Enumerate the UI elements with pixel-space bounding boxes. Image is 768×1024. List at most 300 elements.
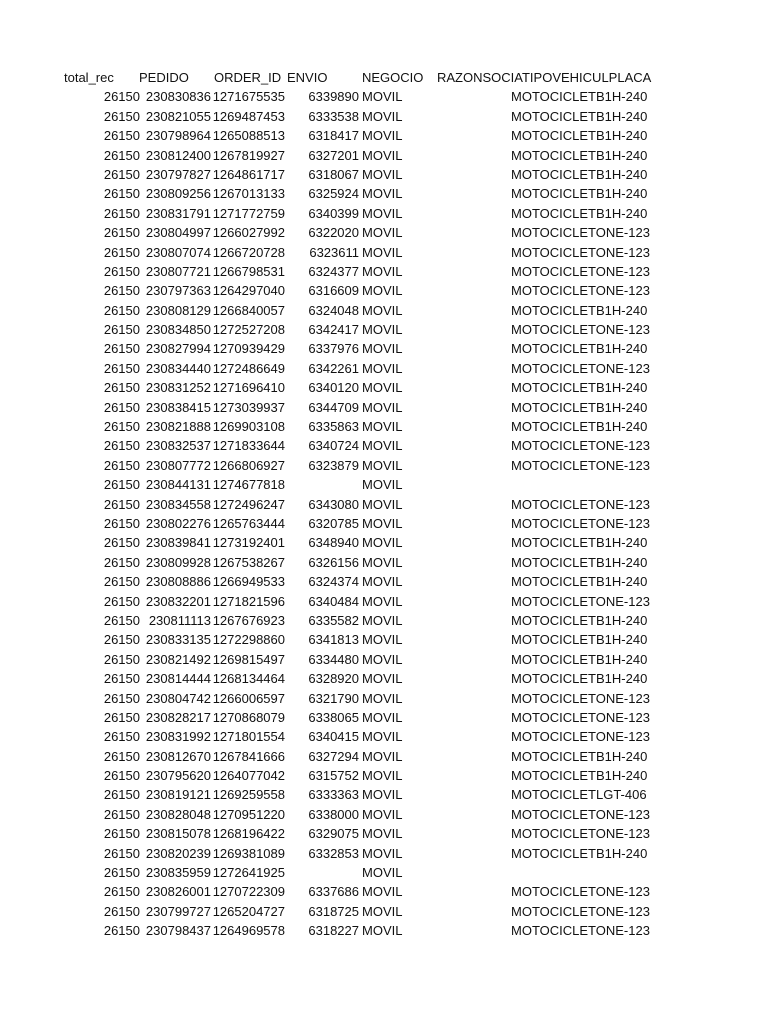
cell-pedido: 230798964 (145, 128, 211, 144)
cell-negocio: MOVIL (362, 399, 403, 415)
cell-envio: 6337976 (308, 341, 359, 357)
table-row (0, 495, 768, 514)
cell-total-rec: 26150 (103, 225, 140, 241)
cell-envio: 6318417 (308, 128, 359, 144)
cell-pedido: 230812670 (145, 748, 211, 764)
cell-negocio: MOVIL (362, 380, 403, 396)
cell-tipo-vehiculo-placa: MOTOCICLETB1H-240 (511, 671, 648, 687)
cell-total-rec: 26150 (103, 535, 140, 551)
cell-total-rec: 26150 (103, 806, 140, 822)
cell-total-rec: 26150 (103, 729, 140, 745)
table-row (0, 514, 768, 533)
cell-pedido: 230828048 (145, 806, 211, 822)
table-row (0, 805, 768, 824)
cell-pedido: 230807074 (145, 244, 211, 260)
cell-envio: 6344709 (308, 399, 359, 415)
table-row (0, 747, 768, 766)
header-pedido: PEDIDO (139, 70, 189, 85)
cell-pedido: 230819121 (145, 787, 211, 803)
cell-tipo-vehiculo-placa: MOTOCICLETB1H-240 (511, 535, 648, 551)
cell-total-rec: 26150 (103, 283, 140, 299)
cell-envio: 6340484 (308, 593, 359, 609)
cell-envio: 6325924 (308, 186, 359, 202)
cell-envio: 6342417 (308, 322, 359, 338)
cell-total-rec: 26150 (103, 768, 140, 784)
cell-pedido: 230820239 (145, 845, 211, 861)
cell-envio: 6339890 (308, 89, 359, 105)
cell-tipo-vehiculo-placa: MOTOCICLETONE-123 (511, 225, 650, 241)
cell-pedido: 230831252 (145, 380, 211, 396)
cell-envio: 6333538 (308, 108, 359, 124)
cell-order-id: 1268196422 (212, 826, 285, 842)
cell-order-id: 1267676923 (212, 612, 285, 628)
cell-order-id: 1274677818 (212, 477, 285, 493)
cell-total-rec: 26150 (103, 128, 140, 144)
cell-tipo-vehiculo-placa: MOTOCICLETB1H-240 (511, 89, 648, 105)
cell-pedido: 230831791 (145, 205, 211, 221)
cell-tipo-vehiculo-placa: MOTOCICLETONE-123 (511, 923, 650, 939)
cell-order-id: 1267013133 (212, 186, 285, 202)
cell-envio: 6328920 (308, 671, 359, 687)
cell-negocio: MOVIL (362, 768, 403, 784)
header-razon-tipo-placa: RAZONSOCIATIPOVEHICULPLACA (437, 70, 652, 85)
table-row (0, 882, 768, 901)
cell-envio: 6318067 (308, 166, 359, 182)
cell-order-id: 1266006597 (212, 690, 285, 706)
cell-order-id: 1271833644 (212, 438, 285, 454)
cell-order-id: 1264297040 (212, 283, 285, 299)
cell-order-id: 1269815497 (212, 651, 285, 667)
cell-total-rec: 26150 (103, 108, 140, 124)
cell-envio: 6335863 (308, 419, 359, 435)
cell-envio: 6343080 (308, 496, 359, 512)
cell-order-id: 1272486649 (212, 360, 285, 376)
cell-tipo-vehiculo-placa: MOTOCICLETB1H-240 (511, 302, 648, 318)
cell-order-id: 1266806927 (212, 457, 285, 473)
cell-tipo-vehiculo-placa: MOTOCICLETONE-123 (511, 806, 650, 822)
cell-negocio: MOVIL (362, 535, 403, 551)
cell-negocio: MOVIL (362, 515, 403, 531)
cell-total-rec: 26150 (103, 826, 140, 842)
cell-tipo-vehiculo-placa: MOTOCICLETB1H-240 (511, 748, 648, 764)
cell-pedido: 230807721 (145, 263, 211, 279)
table-body (0, 87, 768, 940)
cell-order-id: 1270868079 (212, 709, 285, 725)
cell-negocio: MOVIL (362, 128, 403, 144)
cell-envio: 6333363 (308, 787, 359, 803)
cell-negocio: MOVIL (362, 225, 403, 241)
cell-total-rec: 26150 (103, 671, 140, 687)
cell-total-rec: 26150 (103, 477, 140, 493)
cell-tipo-vehiculo-placa: MOTOCICLETB1H-240 (511, 380, 648, 396)
cell-total-rec: 26150 (103, 244, 140, 260)
table-row (0, 204, 768, 223)
cell-tipo-vehiculo-placa: MOTOCICLETONE-123 (511, 360, 650, 376)
table-row (0, 398, 768, 417)
cell-negocio: MOVIL (362, 322, 403, 338)
cell-negocio: MOVIL (362, 438, 403, 454)
cell-tipo-vehiculo-placa: MOTOCICLETB1H-240 (511, 128, 648, 144)
cell-order-id: 1267819927 (212, 147, 285, 163)
cell-order-id: 1269903108 (212, 419, 285, 435)
cell-tipo-vehiculo-placa: MOTOCICLETB1H-240 (511, 399, 648, 415)
cell-negocio: MOVIL (362, 884, 403, 900)
cell-tipo-vehiculo-placa: MOTOCICLETB1H-240 (511, 632, 648, 648)
cell-total-rec: 26150 (103, 438, 140, 454)
cell-tipo-vehiculo-placa: MOTOCICLETONE-123 (511, 903, 650, 919)
cell-envio: 6320785 (308, 515, 359, 531)
cell-order-id: 1266720728 (212, 244, 285, 260)
cell-pedido: 230807772 (145, 457, 211, 473)
header-negocio: NEGOCIO (362, 70, 424, 85)
cell-envio: 6324048 (308, 302, 359, 318)
cell-envio: 6340415 (308, 729, 359, 745)
spreadsheet-table (0, 68, 768, 941)
cell-total-rec: 26150 (103, 923, 140, 939)
cell-tipo-vehiculo-placa: MOTOCICLETB1H-240 (511, 341, 648, 357)
table-row (0, 727, 768, 746)
cell-envio: 6323611 (309, 244, 359, 260)
cell-total-rec: 26150 (103, 147, 140, 163)
cell-pedido: 230826001 (145, 884, 211, 900)
table-row (0, 417, 768, 436)
table-row (0, 611, 768, 630)
cell-order-id: 1271772759 (212, 205, 285, 221)
cell-pedido: 230811113 (148, 612, 211, 628)
cell-tipo-vehiculo-placa: MOTOCICLETLGT-406 (511, 787, 647, 803)
cell-negocio: MOVIL (362, 690, 403, 706)
cell-envio: 6348940 (308, 535, 359, 551)
cell-pedido: 230815078 (145, 826, 211, 842)
table-row (0, 475, 768, 494)
cell-pedido: 230833135 (145, 632, 211, 648)
table-row (0, 243, 768, 262)
cell-order-id: 1269381089 (212, 845, 285, 861)
cell-total-rec: 26150 (103, 360, 140, 376)
cell-tipo-vehiculo-placa: MOTOCICLETONE-123 (511, 283, 650, 299)
cell-order-id: 1269259558 (212, 787, 285, 803)
cell-negocio: MOVIL (362, 923, 403, 939)
cell-envio: 6341813 (308, 632, 359, 648)
cell-pedido: 230835959 (145, 865, 211, 881)
cell-envio: 6334480 (308, 651, 359, 667)
table-row (0, 339, 768, 358)
cell-envio: 6335582 (308, 612, 359, 628)
cell-total-rec: 26150 (103, 263, 140, 279)
table-row (0, 650, 768, 669)
cell-tipo-vehiculo-placa: MOTOCICLETONE-123 (511, 690, 650, 706)
header-total-rec: total_rec (64, 70, 114, 85)
cell-total-rec: 26150 (103, 612, 140, 628)
cell-envio: 6338065 (308, 709, 359, 725)
table-row (0, 456, 768, 475)
cell-tipo-vehiculo-placa: MOTOCICLETONE-123 (511, 496, 650, 512)
cell-pedido: 230839841 (145, 535, 211, 551)
cell-order-id: 1265204727 (212, 903, 285, 919)
cell-total-rec: 26150 (103, 457, 140, 473)
cell-total-rec: 26150 (103, 709, 140, 725)
cell-negocio: MOVIL (362, 709, 403, 725)
cell-envio: 6324374 (308, 574, 359, 590)
cell-order-id: 1271801554 (212, 729, 285, 745)
header-row (0, 68, 768, 87)
cell-order-id: 1264861717 (212, 166, 285, 182)
cell-negocio: MOVIL (362, 477, 403, 493)
table-row (0, 902, 768, 921)
cell-tipo-vehiculo-placa: MOTOCICLETB1H-240 (511, 205, 648, 221)
cell-total-rec: 26150 (103, 884, 140, 900)
cell-envio: 6338000 (308, 806, 359, 822)
table-row (0, 766, 768, 785)
cell-total-rec: 26150 (103, 380, 140, 396)
cell-negocio: MOVIL (362, 787, 403, 803)
table-row (0, 184, 768, 203)
table-row (0, 785, 768, 804)
cell-order-id: 1273039937 (212, 399, 285, 415)
table-row (0, 301, 768, 320)
table-row (0, 223, 768, 242)
cell-tipo-vehiculo-placa: MOTOCICLETONE-123 (511, 263, 650, 279)
cell-total-rec: 26150 (103, 865, 140, 881)
table-row (0, 669, 768, 688)
cell-total-rec: 26150 (103, 322, 140, 338)
cell-negocio: MOVIL (362, 574, 403, 590)
cell-negocio: MOVIL (362, 263, 403, 279)
cell-tipo-vehiculo-placa: MOTOCICLETB1H-240 (511, 845, 648, 861)
cell-total-rec: 26150 (103, 186, 140, 202)
cell-tipo-vehiculo-placa: MOTOCICLETONE-123 (511, 593, 650, 609)
cell-negocio: MOVIL (362, 496, 403, 512)
cell-order-id: 1264077042 (212, 768, 285, 784)
cell-order-id: 1266840057 (212, 302, 285, 318)
cell-total-rec: 26150 (103, 515, 140, 531)
cell-negocio: MOVIL (362, 341, 403, 357)
cell-order-id: 1266949533 (212, 574, 285, 590)
cell-negocio: MOVIL (362, 671, 403, 687)
cell-tipo-vehiculo-placa: MOTOCICLETB1H-240 (511, 612, 648, 628)
cell-pedido: 230814444 (145, 671, 211, 687)
table-row (0, 630, 768, 649)
cell-order-id: 1266027992 (212, 225, 285, 241)
cell-pedido: 230834850 (145, 322, 211, 338)
cell-total-rec: 26150 (103, 89, 140, 105)
cell-envio: 6322020 (308, 225, 359, 241)
cell-envio: 6327294 (308, 748, 359, 764)
cell-pedido: 230834440 (145, 360, 211, 376)
cell-order-id: 1268134464 (212, 671, 285, 687)
cell-total-rec: 26150 (103, 748, 140, 764)
cell-negocio: MOVIL (362, 806, 403, 822)
cell-total-rec: 26150 (103, 593, 140, 609)
cell-total-rec: 26150 (103, 419, 140, 435)
cell-negocio: MOVIL (362, 186, 403, 202)
table-row (0, 921, 768, 940)
table-row (0, 533, 768, 552)
cell-order-id: 1270951220 (212, 806, 285, 822)
cell-pedido: 230802276 (145, 515, 211, 531)
cell-tipo-vehiculo-placa: MOTOCICLETONE-123 (511, 884, 650, 900)
cell-total-rec: 26150 (103, 690, 140, 706)
cell-negocio: MOVIL (362, 748, 403, 764)
cell-envio: 6326156 (308, 554, 359, 570)
cell-envio: 6321790 (308, 690, 359, 706)
cell-pedido: 230828217 (145, 709, 211, 725)
cell-envio: 6340120 (308, 380, 359, 396)
cell-envio: 6337686 (308, 884, 359, 900)
cell-negocio: MOVIL (362, 419, 403, 435)
cell-total-rec: 26150 (103, 554, 140, 570)
cell-order-id: 1267841666 (212, 748, 285, 764)
cell-tipo-vehiculo-placa: MOTOCICLETONE-123 (511, 244, 650, 260)
cell-order-id: 1272641925 (212, 865, 285, 881)
cell-total-rec: 26150 (103, 166, 140, 182)
cell-total-rec: 26150 (103, 845, 140, 861)
cell-pedido: 230830836 (145, 89, 211, 105)
table-row (0, 320, 768, 339)
cell-envio: 6327201 (308, 147, 359, 163)
cell-order-id: 1272298860 (212, 632, 285, 648)
cell-envio: 6332853 (308, 845, 359, 861)
table-row (0, 863, 768, 882)
cell-total-rec: 26150 (103, 574, 140, 590)
header-envio: ENVIO (287, 70, 328, 85)
cell-envio: 6323879 (308, 457, 359, 473)
cell-pedido: 230797363 (145, 283, 211, 299)
cell-tipo-vehiculo-placa: MOTOCICLETONE-123 (511, 438, 650, 454)
cell-envio: 6315752 (308, 768, 359, 784)
cell-pedido: 230809256 (145, 186, 211, 202)
cell-order-id: 1271821596 (212, 593, 285, 609)
cell-envio: 6342261 (308, 360, 359, 376)
cell-order-id: 1270939429 (212, 341, 285, 357)
table-row (0, 281, 768, 300)
cell-envio: 6329075 (308, 826, 359, 842)
table-row (0, 592, 768, 611)
cell-pedido: 230834558 (145, 496, 211, 512)
cell-negocio: MOVIL (362, 244, 403, 260)
cell-total-rec: 26150 (103, 302, 140, 318)
cell-order-id: 1272527208 (212, 322, 285, 338)
cell-pedido: 230799727 (145, 903, 211, 919)
cell-order-id: 1264969578 (212, 923, 285, 939)
cell-tipo-vehiculo-placa: MOTOCICLETONE-123 (511, 322, 650, 338)
cell-total-rec: 26150 (103, 496, 140, 512)
cell-negocio: MOVIL (362, 826, 403, 842)
cell-pedido: 230812400 (145, 147, 211, 163)
cell-negocio: MOVIL (362, 360, 403, 376)
cell-tipo-vehiculo-placa: MOTOCICLETB1H-240 (511, 419, 648, 435)
cell-total-rec: 26150 (103, 787, 140, 803)
cell-order-id: 1267538267 (212, 554, 285, 570)
cell-negocio: MOVIL (362, 457, 403, 473)
cell-pedido: 230797827 (145, 166, 211, 182)
cell-negocio: MOVIL (362, 845, 403, 861)
cell-total-rec: 26150 (103, 651, 140, 667)
cell-pedido: 230804997 (145, 225, 211, 241)
cell-tipo-vehiculo-placa: MOTOCICLETB1H-240 (511, 108, 648, 124)
cell-pedido: 230798437 (145, 923, 211, 939)
cell-order-id: 1269487453 (212, 108, 285, 124)
cell-negocio: MOVIL (362, 612, 403, 628)
table-row (0, 126, 768, 145)
cell-tipo-vehiculo-placa: MOTOCICLETB1H-240 (511, 147, 648, 163)
table-row (0, 553, 768, 572)
cell-pedido: 230831992 (145, 729, 211, 745)
cell-envio: 6340399 (308, 205, 359, 221)
table-row (0, 572, 768, 591)
cell-order-id: 1266798531 (212, 263, 285, 279)
cell-negocio: MOVIL (362, 651, 403, 667)
cell-tipo-vehiculo-placa: MOTOCICLETB1H-240 (511, 186, 648, 202)
table-row (0, 146, 768, 165)
cell-pedido: 230804742 (145, 690, 211, 706)
cell-pedido: 230832537 (145, 438, 211, 454)
table-row (0, 708, 768, 727)
table-row (0, 87, 768, 106)
table-row (0, 824, 768, 843)
cell-order-id: 1273192401 (212, 535, 285, 551)
cell-negocio: MOVIL (362, 166, 403, 182)
cell-order-id: 1272496247 (212, 496, 285, 512)
cell-total-rec: 26150 (103, 341, 140, 357)
cell-pedido: 230827994 (145, 341, 211, 357)
cell-negocio: MOVIL (362, 729, 403, 745)
cell-tipo-vehiculo-placa: MOTOCICLETONE-123 (511, 729, 650, 745)
cell-negocio: MOVIL (362, 865, 403, 881)
cell-pedido: 230795620 (145, 768, 211, 784)
cell-tipo-vehiculo-placa: MOTOCICLETB1H-240 (511, 574, 648, 590)
cell-tipo-vehiculo-placa: MOTOCICLETONE-123 (511, 457, 650, 473)
cell-envio: 6318725 (308, 903, 359, 919)
cell-pedido: 230844131 (145, 477, 211, 493)
cell-negocio: MOVIL (362, 593, 403, 609)
table-row (0, 359, 768, 378)
cell-total-rec: 26150 (103, 632, 140, 648)
cell-pedido: 230821888 (145, 419, 211, 435)
cell-order-id: 1270722309 (212, 884, 285, 900)
cell-negocio: MOVIL (362, 147, 403, 163)
cell-tipo-vehiculo-placa: MOTOCICLETONE-123 (511, 515, 650, 531)
cell-pedido: 230809928 (145, 554, 211, 570)
cell-envio: 6340724 (308, 438, 359, 454)
cell-tipo-vehiculo-placa: MOTOCICLETB1H-240 (511, 768, 648, 784)
cell-negocio: MOVIL (362, 903, 403, 919)
cell-negocio: MOVIL (362, 632, 403, 648)
cell-order-id: 1265763444 (212, 515, 285, 531)
table-row (0, 844, 768, 863)
cell-order-id: 1271696410 (212, 380, 285, 396)
cell-negocio: MOVIL (362, 205, 403, 221)
header-order-id: ORDER_ID (214, 70, 282, 85)
cell-envio: 6318227 (308, 923, 359, 939)
cell-pedido: 230808129 (145, 302, 211, 318)
cell-order-id: 1271675535 (212, 89, 285, 105)
cell-tipo-vehiculo-placa: MOTOCICLETB1H-240 (511, 554, 648, 570)
cell-order-id: 1265088513 (212, 128, 285, 144)
cell-negocio: MOVIL (362, 302, 403, 318)
cell-negocio: MOVIL (362, 89, 403, 105)
cell-total-rec: 26150 (103, 205, 140, 221)
cell-tipo-vehiculo-placa: MOTOCICLETONE-123 (511, 826, 650, 842)
cell-pedido: 230821492 (145, 651, 211, 667)
table-row (0, 262, 768, 281)
cell-total-rec: 26150 (103, 903, 140, 919)
cell-pedido: 230821055 (145, 108, 211, 124)
cell-pedido: 230832201 (145, 593, 211, 609)
cell-pedido: 230838415 (145, 399, 211, 415)
cell-negocio: MOVIL (362, 283, 403, 299)
table-row (0, 689, 768, 708)
